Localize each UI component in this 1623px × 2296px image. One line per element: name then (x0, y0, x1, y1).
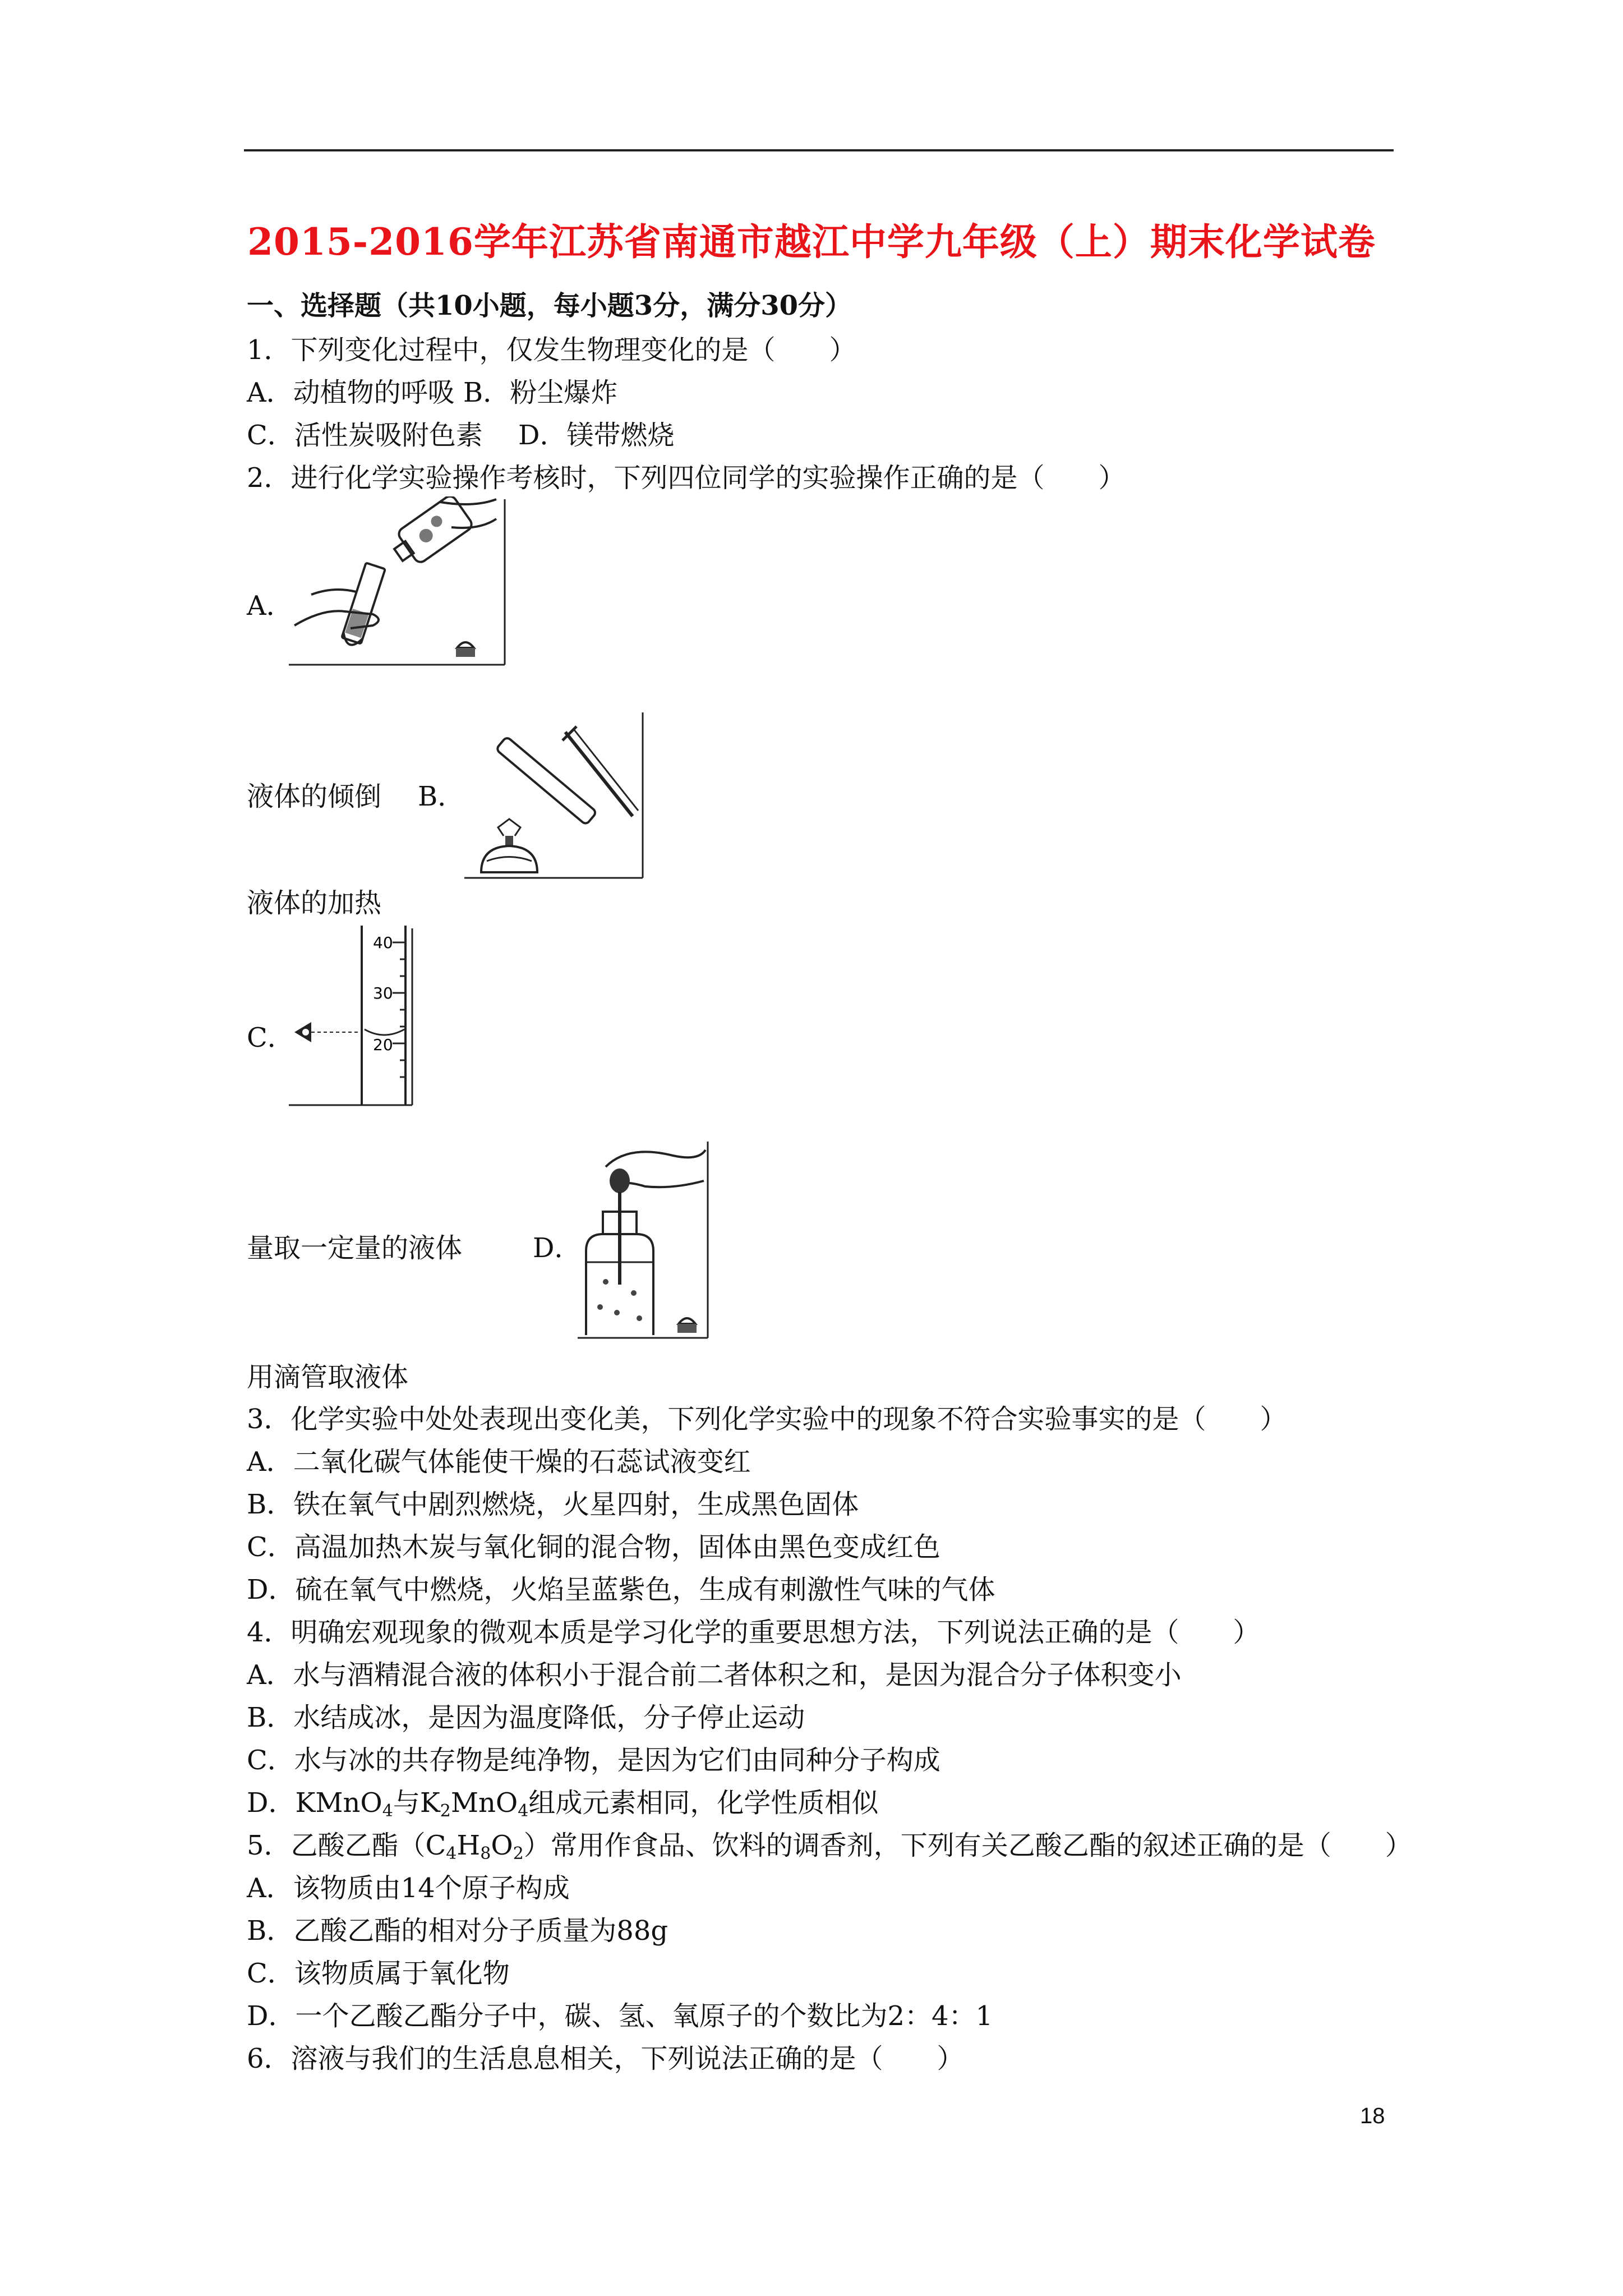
page-number: 18 (1360, 2104, 1385, 2128)
graduated-cylinder-figure (289, 926, 418, 1111)
question-2-option-d-caption: 用滴管取液体 (247, 1361, 409, 1393)
question-3-stem: 3．化学实验中处处表现出变化美，下列化学实验中的现象不符合实验事实的是（ ） (247, 1404, 1287, 1435)
question-3-option-a: A．二氧化碳气体能使干燥的石蕊试液变红 (247, 1446, 751, 1478)
question-5-stem: 5．乙酸乙酯$(C_4H_8O_2)$常用作食品、饮料的调香剂，下列有关乙酸乙酯的叙述正确的是（ ） (247, 1830, 1412, 1864)
tick-label-30: 30 (373, 984, 393, 1002)
question-5-option-d: D．一个乙酸乙酯分子中，碳、氢、氧原子的个数比为2：4：1 (247, 2000, 993, 2032)
question-3-option-b: B．铁在氧气中剧烈燃烧，火星四射，生成黑色固体 (247, 1489, 859, 1520)
question-5-option-c: C．该物质属于氧化物 (247, 1958, 510, 1989)
question-2-option-c-caption: 量取一定量的液体 (247, 1232, 463, 1264)
header-rule (244, 149, 1394, 151)
exam-title: 2015-2016学年江苏省南通市越江中学九年级（上）期末化学试卷 (247, 220, 1376, 264)
question-2-option-c-letter: C． (247, 1022, 294, 1053)
question-1-options-cd: C．活性炭吸附色素 D．镁带燃烧 (247, 420, 675, 451)
question-2-option-d-letter: D． (533, 1232, 582, 1264)
question-2-stem: 2．进行化学实验操作考核时，下列四位同学的实验操作正确的是（ ） (247, 462, 1126, 494)
question-2-option-b-letter: B． (418, 781, 465, 812)
question-5-option-b: B．乙酸乙酯的相对分子质量为88g (247, 1915, 668, 1947)
section-heading: 一、选择题（共10小题，每小题3分，满分30分） (247, 290, 852, 321)
question-5-option-a: A．该物质由14个原子构成 (247, 1872, 570, 1904)
question-4-option-c: C．水与冰的共存物是纯净物，是因为它们由同种分子构成 (247, 1745, 940, 1776)
tick-label-40: 40 (373, 933, 393, 952)
question-3-option-c: C．高温加热木炭与氧化铜的混合物，固体由黑色变成红色 (247, 1531, 940, 1563)
question-6-stem: 6．溶液与我们的生活息息相关，下列说法正确的是（ ） (247, 2043, 964, 2074)
question-4-option-b: B．水结成冰，是因为温度降低，分子停止运动 (247, 1702, 805, 1733)
question-1-stem: 1．下列变化过程中，仅发生物理变化的是（ ） (247, 334, 856, 366)
question-4-option-a: A．水与酒精混合液的体积小于混合前二者体积之和，是因为混合分子体积变小 (247, 1659, 1182, 1691)
tick-label-20: 20 (373, 1036, 393, 1054)
question-1-options-ab: A．动植物的呼吸 B．粉尘爆炸 (247, 377, 618, 408)
question-2-option-a-caption: 液体的倾倒 (247, 781, 382, 812)
question-2-option-b-caption: 液体的加热 (247, 887, 382, 919)
question-2-option-a-letter: A． (247, 590, 293, 622)
question-3-option-d: D．硫在氧气中燃烧，火焰呈蓝紫色，生成有刺激性气味的气体 (247, 1574, 995, 1605)
pouring-liquid-figure (289, 496, 513, 673)
question-4-option-d: D．KMnO$_4$与$K_2MnO_4$组成元素相同，化学性质相似 (247, 1787, 879, 1821)
dropper-figure (578, 1139, 712, 1341)
heating-liquid-figure (464, 710, 649, 884)
question-4-stem: 4．明确宏观现象的微观本质是学习化学的重要思想方法，下列说法正确的是（ ） (247, 1617, 1260, 1648)
